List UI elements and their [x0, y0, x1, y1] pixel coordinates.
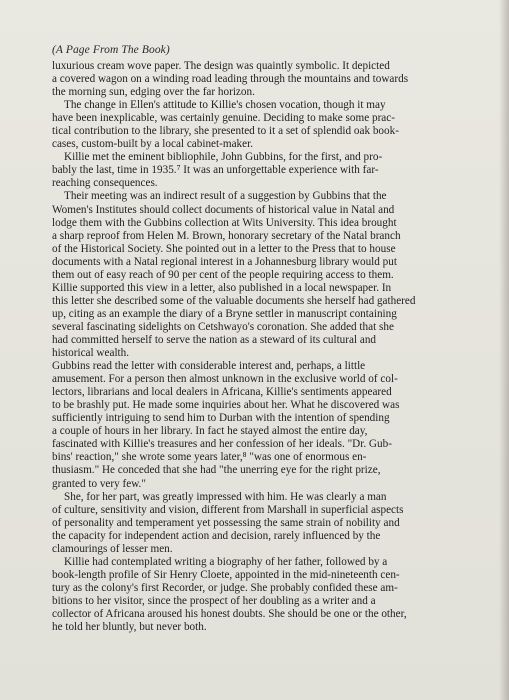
text-line: thusiasm." He conceded that she had "the unerring eye for the right prize,	[52, 464, 381, 477]
text-line: a sharp reproof from Helen M. Brown, honorary secretary of the Natal branch	[52, 229, 401, 242]
text-line: tical contribution to the library, she presented to it a set of splendid oak book-	[52, 125, 399, 138]
text-line: Women's Institutes should collect documents of historical value in Natal and	[52, 203, 395, 216]
text-line: Killie met the eminent bibliophile, John Gubbins, for the first, and pro-	[64, 151, 383, 164]
text-line: bins' reaction," she wrote some years later,⁸ "was one of enormous en-	[52, 451, 367, 464]
text-line: Killie had contemplated writing a biography of her father, followed by a	[64, 555, 388, 568]
text-line: The change in Ellen's attitude to Killie's chosen vocation, though it may	[64, 99, 386, 112]
body-text	[52, 60, 482, 634]
text-line: lodge them with the Gubbins collection at Wits University. This idea brought	[52, 216, 397, 229]
text-line: had committed herself to serve the nation as a steward of its cultural and	[52, 333, 377, 346]
text-line: reaching consequences.	[52, 177, 158, 190]
text-line: the capacity for independent action and decision, rarely influenced by the	[52, 529, 381, 542]
text-line: a covered wagon on a winding road leading through the mountains and towards	[52, 73, 409, 86]
text-line: the morning sun, edging over the far horizon.	[52, 86, 255, 99]
text-line: cases, custom-built by a local cabinet-maker.	[52, 138, 253, 151]
text-line: luxurious cream wove paper. The design was quaintly symbolic. It depicted	[52, 60, 390, 72]
text-line: Their meeting was an indirect result of a suggestion by Gubbins that the	[64, 190, 387, 203]
text-line: several fascinating sidelights on Cetshwayo's coronation. She added that she	[52, 320, 394, 333]
text-line: lectors, librarians and local dealers in Africana, Killie's sentiments appeared	[52, 386, 392, 399]
text-line: fascinated with Killie's treasures and her confession of her ideals. "Dr. Gub-	[52, 438, 392, 451]
text-line: historical wealth.	[52, 347, 130, 360]
text-line: amusement. For a person then almost unknown in the exclusive world of col-	[52, 373, 398, 386]
text-line: he told her bluntly, but never both.	[52, 621, 207, 634]
text-line: book-length profile of Sir Henry Cloete, appointed in the mid-nineteenth cen-	[52, 568, 400, 581]
text-line: She, for her part, was greatly impressed with him. He was clearly a man	[64, 490, 387, 503]
text-line: of culture, sensitivity and vision, different from Marshall in superficial aspects	[52, 503, 404, 516]
text-line: them out of easy reach of 90 per cent of the people requiring access to them.	[52, 268, 394, 281]
text-line: to be brashly put. He made some inquiries about her. What he discovered was	[52, 399, 400, 412]
text-line: Gubbins read the letter with considerable interest and, perhaps, a little	[52, 360, 366, 373]
page-edge-shadow	[499, 0, 509, 700]
text-line: collector of Africana aroused his honest doubts. She should be one or the other,	[52, 607, 407, 620]
text-line: sufficiently intriguing to send him to Durban with the intention of spending	[52, 412, 390, 425]
text-line: tury as the colony's first Recorder, or judge. She probably confided these am-	[52, 581, 398, 594]
text-line: bably the last, time in 1935.⁷ It was an unforgettable experience with far-	[52, 164, 379, 177]
text-line: bitions to her visitor, since the prospect of her doubling as a writer and a	[52, 594, 376, 607]
text-line: Killie supported this view in a letter, also published in a local newspaper. In	[52, 281, 392, 294]
text-line: have been inexplicable, was certainly genuine. Deciding to make some prac-	[52, 112, 395, 125]
text-line: granted to very few."	[52, 477, 146, 490]
page-header: (A Page From The Book)	[52, 44, 170, 56]
text-line: documents with a Natal regional interest in a Johannesburg library would put	[52, 255, 397, 268]
text-line: a couple of hours in her library. In fact he stayed almost the entire day,	[52, 425, 368, 438]
text-line: this letter she described some of the valuable documents she herself had gathered	[52, 294, 416, 307]
text-line: clamourings of lesser men.	[52, 542, 173, 555]
text-line: of personality and temperament yet possessing the same strain of nobility and	[52, 516, 400, 529]
text-line: of the Historical Society. She pointed out in a letter to the Press that to house	[52, 242, 396, 255]
text-line: up, citing as an example the diary of a Bryne settler in manuscript containing	[52, 307, 397, 320]
